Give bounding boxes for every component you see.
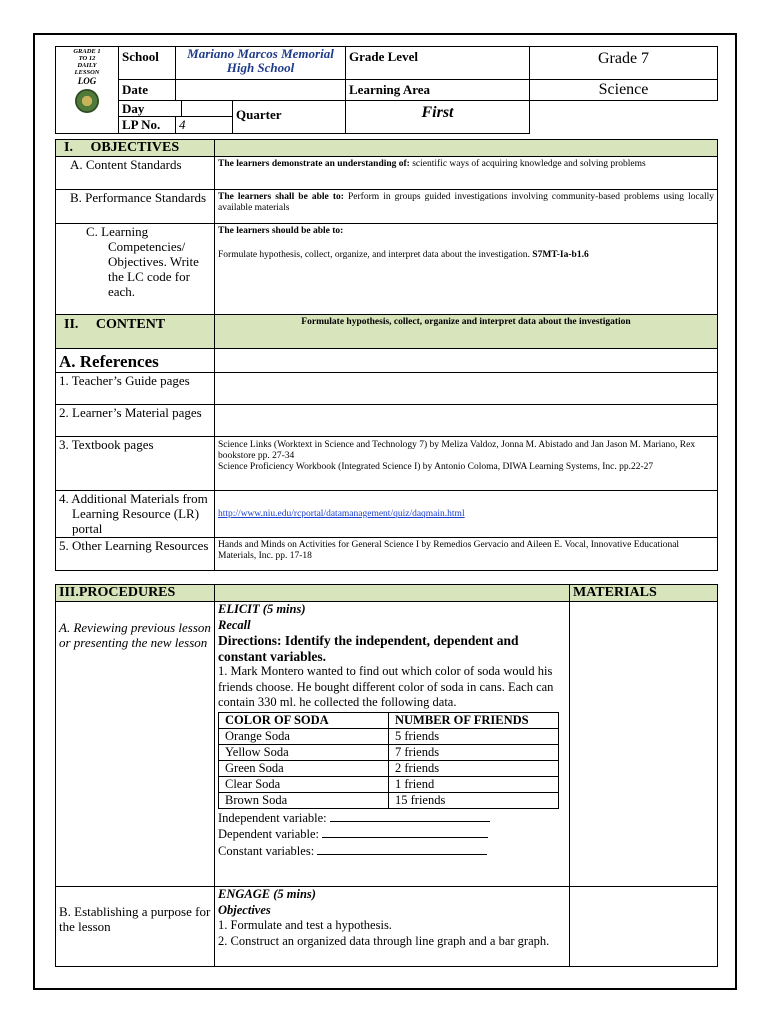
constant-variables-line: [218, 843, 566, 860]
recall-problem: 1. Mark Montero wanted to find out which color of soda would his friends choose. He bought different color of soda in cans. Each can contain 330 ml. he collected the following data.: [218, 664, 554, 709]
ref-additional-materials-value: [215, 491, 718, 538]
soda-color: Brown Soda: [219, 792, 389, 808]
references-heading: A. References: [56, 349, 215, 373]
lr-portal-link[interactable]: http://www.niu.edu/rcportal/datamanagement/quiz/daqmain.html: [218, 509, 465, 519]
recall-heading: Recall: [218, 617, 251, 632]
performance-standards-title: Performance Standards: [85, 190, 207, 205]
content-num: II.: [64, 317, 79, 332]
objectives-heading-fill: [215, 140, 718, 157]
dependent-variable-line: [218, 826, 566, 843]
content-standards-letter: A.: [70, 157, 83, 172]
objectives-subheading: Objectives: [218, 902, 271, 917]
content-standards-lead: The learners demonstrate an understanding of:: [218, 159, 410, 169]
soda-data-table: [218, 712, 559, 809]
soda-color: Clear Soda: [219, 776, 389, 792]
ref-textbook-value: [215, 437, 718, 491]
objective-1: 1. Formulate and test a hypothesis.: [218, 918, 392, 932]
dependent-variable-label: Dependent variable:: [218, 827, 319, 841]
grade-line-2: TO 12: [78, 55, 96, 62]
recall-directions: Directions: Identify the independent, dependent and constant variables.: [218, 633, 519, 664]
content-standards-title: Content Standards: [85, 157, 182, 172]
grade-line-4: LESSON: [74, 69, 100, 76]
ref-learners-material: 2. Learner’s Material pages: [56, 405, 215, 437]
content-standards-text: [215, 157, 718, 190]
lp-value: 4: [176, 117, 233, 134]
ref-textbook: 3. Textbook pages: [56, 437, 215, 491]
header-table: [55, 46, 718, 134]
dependent-variable-blank[interactable]: [322, 826, 488, 838]
soda-friends: 15 friends: [389, 792, 559, 808]
quarter-label: Quarter: [233, 101, 346, 134]
constant-variables-label: Constant variables:: [218, 843, 315, 858]
competencies-lead: The learners should be able to:: [218, 226, 344, 236]
learning-area-value: Science: [530, 80, 718, 101]
table-row: [219, 760, 559, 776]
ref-teachers-guide: 1. Teacher’s Guide pages: [56, 373, 215, 405]
table-row: [219, 776, 559, 792]
competencies-body-text: Formulate hypothesis, collect, organize, and interpret data about the investigation.: [218, 250, 533, 260]
grade-line-3: DAILY: [77, 62, 97, 69]
ref-other-resources-value: Hands and Minds on Activities for General Science I by Remedios Gervacio and Aileen E. Vocal, Innovative Educational Materials, Inc. pp. 17-18: [215, 538, 718, 571]
school-seal-icon: [75, 89, 99, 113]
step-a-content: [215, 602, 570, 887]
competencies-letter: C.: [86, 224, 98, 239]
day-label: Day: [119, 101, 182, 117]
ref-additional-materials: 4. Additional Materials from Learning Resource (LR) portal: [56, 491, 215, 538]
lp-label: LP No.: [119, 117, 176, 134]
school-value: Mariano Marcos Memorial High School: [176, 47, 346, 80]
procedures-table: [55, 584, 718, 967]
performance-standards-text: [215, 190, 718, 224]
independent-variable-line: [218, 810, 566, 827]
grade-level-value: Grade 7: [530, 47, 718, 80]
soda-col-friends: NUMBER OF FRIENDS: [389, 712, 559, 728]
soda-color: Orange Soda: [219, 728, 389, 744]
step-a-materials: [570, 602, 718, 887]
date-value: [176, 80, 346, 101]
independent-variable-label: Independent variable:: [218, 810, 327, 825]
soda-table-header: [219, 712, 559, 728]
references-heading-fill: [215, 349, 718, 373]
date-label: Date: [119, 80, 176, 101]
content-text: Formulate hypothesis, collect, organize and interpret data about the investigation: [215, 315, 718, 349]
elicit-phase: ELICIT (5 mins): [218, 602, 306, 616]
soda-friends: 2 friends: [389, 760, 559, 776]
table-row: [219, 744, 559, 760]
soda-color: Green Soda: [219, 760, 389, 776]
independent-variable-blank[interactable]: [330, 810, 490, 822]
grade-line-1: GRADE 1: [73, 48, 101, 55]
table-row: [219, 792, 559, 808]
quarter-value: First: [346, 101, 530, 134]
step-b-materials: [570, 887, 718, 967]
ref-teachers-guide-value: [215, 373, 718, 405]
ref-other-resources: 5. Other Learning Resources: [56, 538, 215, 571]
objectives-num: I.: [64, 140, 73, 155]
content-standards-label: [56, 157, 215, 190]
competencies-body: [218, 250, 714, 261]
day-value: [182, 101, 233, 117]
table-row: [219, 728, 559, 744]
objectives-table: [55, 139, 718, 571]
content-title: CONTENT: [95, 317, 166, 332]
step-b-label: B. Establishing a purpose for the lesson: [56, 887, 215, 967]
objectives-heading: [56, 140, 215, 157]
grade-line-5: LOG: [77, 76, 97, 86]
grade-box: [56, 47, 119, 134]
competencies-title: Learning Competencies/ Objectives. Write the LC code for each.: [101, 224, 199, 299]
ref-textbook-source-2: Science Proficiency Workbook (Integrated Science I) by Antonio Coloma, DIWA Learning Systems, Inc. pp.22-27: [218, 462, 654, 472]
objective-2: 2. Construct an organized data through line graph and a bar graph.: [218, 933, 550, 948]
procedures-heading: III.PROCEDURES: [56, 585, 215, 602]
competencies-text: [215, 224, 718, 315]
soda-color: Yellow Soda: [219, 744, 389, 760]
materials-heading: MATERIALS: [570, 585, 718, 602]
competencies-label: [56, 224, 215, 315]
performance-standards-letter: B.: [70, 190, 82, 205]
learning-area-label: Learning Area: [346, 80, 530, 101]
content-heading: [56, 315, 215, 349]
engage-phase: ENGAGE (5 mins): [218, 887, 316, 901]
performance-standards-lead: The learners shall be able to:: [218, 192, 344, 202]
school-label: School: [119, 47, 176, 80]
ref-textbook-source-1: Science Links (Worktext in Science and Technology 7) by Meliza Valdoz, Jonna M. Abistado and Jan Jason M. Mariano, Rex bookstore pp. 27-34: [218, 440, 696, 461]
grade-level-label: Grade Level: [346, 47, 530, 80]
procedures-heading-fill: [215, 585, 570, 602]
constant-variables-blank[interactable]: [317, 843, 487, 855]
performance-standards-label: [56, 190, 215, 224]
soda-friends: 1 friend: [389, 776, 559, 792]
soda-friends: 7 friends: [389, 744, 559, 760]
ref-learners-material-value: [215, 405, 718, 437]
step-b-content: [215, 887, 570, 967]
performance-standards-body: Perform in groups guided investigations involving community-based problems using locally available materials: [218, 192, 714, 213]
content-standards-body: scientific ways of acquiring knowledge and solving problems: [409, 159, 646, 169]
objectives-title: OBJECTIVES: [90, 140, 180, 155]
soda-friends: 5 friends: [389, 728, 559, 744]
soda-col-color: COLOR OF SODA: [219, 712, 389, 728]
step-a-label: A. Reviewing previous lesson or presenting the new lesson: [56, 602, 215, 887]
competencies-code: S7MT-Ia-b1.6: [532, 250, 589, 260]
